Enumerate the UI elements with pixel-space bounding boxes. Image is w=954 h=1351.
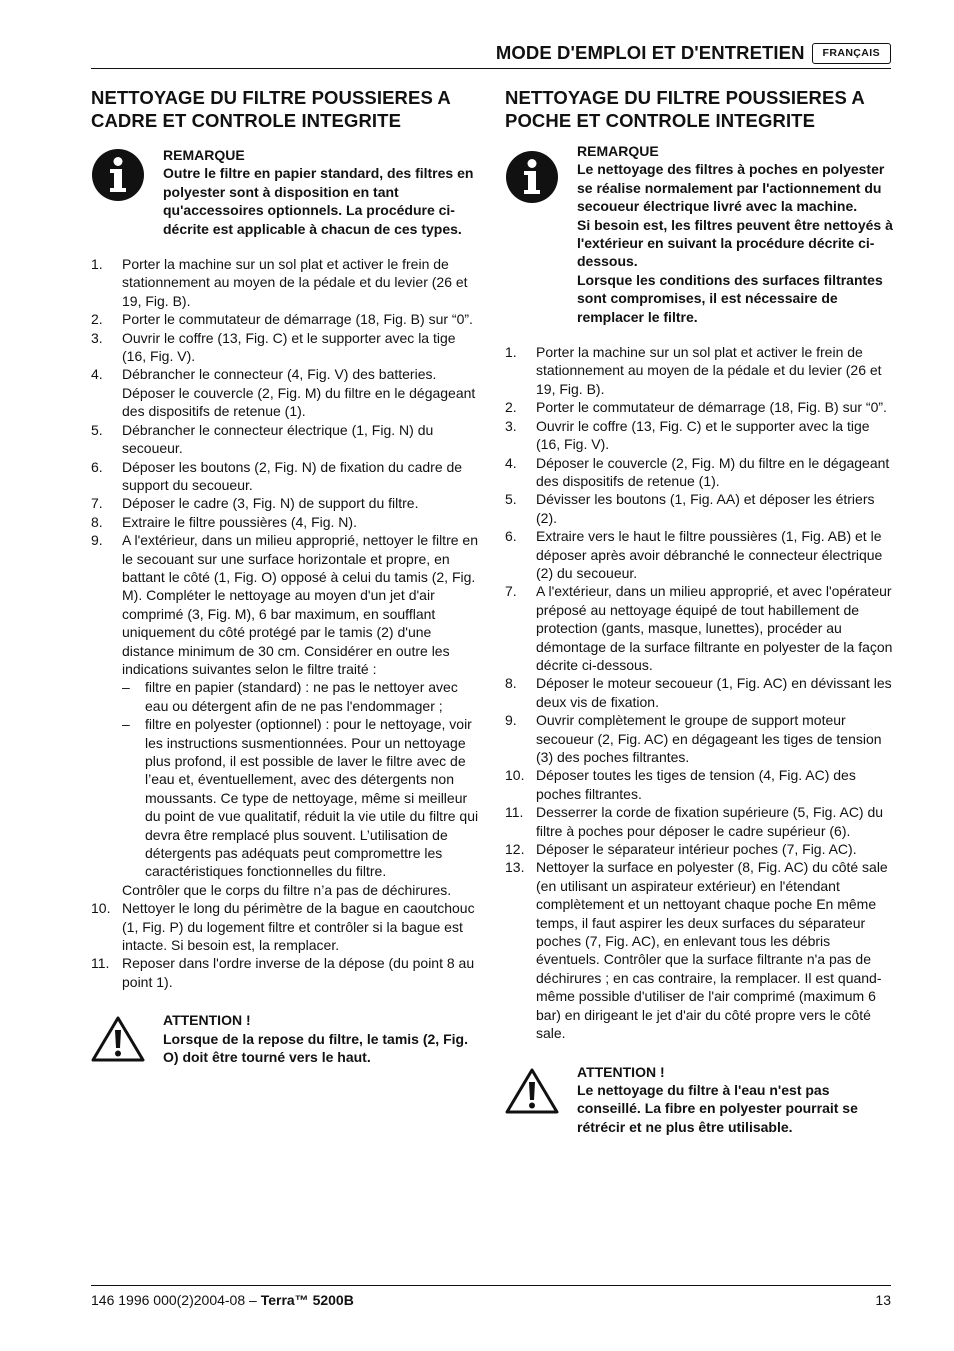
list-item: 5. Débrancher le connecteur électrique (1, Fig. N) du secoueur. <box>91 421 434 457</box>
warning-text: Lorsque de la repose du filtre, le tamis (2, Fig. O) doit être tourné vers le haut. <box>163 1030 468 1066</box>
warning-icon <box>505 1067 559 1115</box>
list-item: 10. Nettoyer le long du périmètre de la bague en caoutchouc (1, Fig. P) du logement filtre et contrôler si la bague est intacte. Si besoin est, la remplacer. <box>91 900 475 954</box>
list-item: 4. Déposer le couvercle (2, Fig. M) du filtre en le dégageant des dispositifs de retenue (1). <box>505 454 890 489</box>
header-rule <box>91 68 891 69</box>
right-column <box>505 86 893 1153</box>
note-text: Si besoin est, les filtres peuvent être nettoyés à l'extérieur en suivant la procédure décrite ci-dessous. <box>577 216 893 270</box>
list-item: 11. Reposer dans l'ordre inverse de la dépose (du point 8 au point 1). <box>91 955 475 990</box>
list-item: – filtre en polyester (optionnel) : pour le nettoyage, voir les instructions susmentionnées. Pour un nettoyage plus profond, il est possible de laver le filtre avec de l’eau et, éventuellement, avec des détergents non moussants. Ce type de nettoyage, même si meilleur du point de vue qualitatif, réduit la vie utile du filtre qui devra être remplacé plus souvent. L’utilisation de détergents pas adéquats peut compromettre les caractéristiques fonctionnelles du filtre. <box>122 716 479 880</box>
info-icon <box>505 150 559 204</box>
list-item: 12. Déposer le séparateur intérieur poches (7, Fig. AC). <box>505 841 857 858</box>
left-warning <box>91 1011 479 1066</box>
list-item: 4. Débrancher le connecteur (4, Fig. V) des batteries. Déposer le couvercle (2, Fig. M) du filtre en le dégageant des dispositifs de retenue (1). <box>91 366 476 420</box>
filter-type-list <box>122 678 479 880</box>
right-section-title: NETTOYAGE DU FILTRE POUSSIERES A POCHE ET CONTROLE INTEGRITE <box>505 87 865 131</box>
list-item: 13. Nettoyer la surface en polyester (8, Fig. AC) du côté sale (en utilisant un aspirateur extérieur) en l'étendant complètement et un nettoyant chaque poche En même temps, il faut aspirer les deux surfaces du séparateur poches (7, Fig. AC), en enlevant tous les débris éventuels. Contrôler que la surface filtrante n'a pas de déchirures ; en cas contraire, la remplacer. Il est quand-même possible d'utiliser de l'air comprimé (maximum 6 bar) en dirigeant le jet d'air du côté propre vers le côté sale. <box>505 859 888 1042</box>
list-item: 7. Déposer le cadre (3, Fig. N) de support du filtre. <box>91 495 419 512</box>
list-item: 10. Déposer toutes les tiges de tension (4, Fig. AC) des poches filtrantes. <box>505 767 856 802</box>
list-item: 8. Extraire le filtre poussières (4, Fig. N). <box>91 513 357 530</box>
note-text: Outre le filtre en papier standard, des filtres en polyester sont à disposition en tant qu'accessoires optionnels. La procédure ci-décrite est applicable à chacun de ces types. <box>163 165 474 237</box>
list-item: 11. Desserrer la corde de fixation supérieure (5, Fig. AC) du filtre à poches pour déposer le cadre supérieur (6). <box>505 804 884 839</box>
list-item: 3. Ouvrir le coffre (13, Fig. C) et le supporter avec la tige (16, Fig. V). <box>91 329 456 365</box>
page-footer <box>91 1292 891 1308</box>
list-item: 7. A l'extérieur, dans un milieu approprié, et avec l'opérateur préposé au nettoyage équipé de tout habillement de protection (gants, masque, lunettes), procéder au démontage de la surface filtrante en polyester de la façon décrite ci-dessous. <box>505 583 893 673</box>
header-title: MODE D'EMPLOI ET D'ENTRETIEN <box>495 42 805 63</box>
list-item: 9. A l'extérieur, dans un milieu approprié, nettoyer le filtre en le secouant sur une surface horizontale et propre, en battant le côté (1, Fig. O) opposé à celui du tamis (2, Fig. M). Compléter le nettoyage au moyen d'un jet d'air comprimé (3, Fig. M), 6 bar maximum, en soufflant uniquement du côté protégé par le tamis (2) d'une distance minimum de 30 cm. Considérer en outre les indications suivantes selon le filtre traité : – filtre en papier (standard) : ne pas le nettoyer avec eau ou détergent afin de ne pas l'endommager ; – filtre en polyester (optionnel) : pour le nettoyage, voir les instructions susmentionnées. Pour un nettoyage plus profond, il est possible de laver le filtre avec de l’eau et, éventuellement, avec des détergents non moussants. Ce type de nettoyage, même si meilleur du point de vue qualitatif, réduit la vie utile du filtre qui devra être remplacé plus souvent. L’utilisation de détergents pas adéquats peut compromettre les caractéristiques fonctionnelles du filtre. Contrôler que le corps du filtre n’a pas de déchirures. <box>91 532 479 898</box>
note-text: Lorsque les conditions des surfaces filtrantes sont compromises, il est nécessaire de remplacer le filtre. <box>577 271 883 325</box>
list-item: 5. Dévisser les boutons (1, Fig. AA) et déposer les étriers (2). <box>505 491 875 526</box>
footer-rule <box>91 1285 891 1286</box>
note-text: Le nettoyage des filtres à poches en polyester se réalise normalement par l'actionnement du secoueur électrique livré avec la machine. <box>577 161 885 215</box>
left-steps <box>91 255 479 991</box>
left-note <box>91 146 479 238</box>
list-item: 2. Porter le commutateur de démarrage (18, Fig. B) sur “0”. <box>505 399 887 416</box>
list-item: 9. Ouvrir complètement le groupe de support moteur secoueur (2, Fig. AC) en dégageant les tiges de tension (3) des poches filtrantes. <box>505 712 882 765</box>
info-icon <box>91 148 145 202</box>
language-badge: FRANÇAIS <box>812 43 891 64</box>
list-item: 1. Porter la machine sur un sol plat et activer le frein de stationnement au moyen de la pédale et du levier (26 et 19, Fig. B). <box>505 344 882 397</box>
list-item: 2. Porter le commutateur de démarrage (18, Fig. B) sur “0”. <box>91 311 473 328</box>
product-name: Terra™ 5200B <box>260 1292 354 1308</box>
list-item: 3. Ouvrir le coffre (13, Fig. C) et le supporter avec la tige (16, Fig. V). <box>505 417 870 453</box>
note-label: REMARQUE <box>577 143 659 159</box>
list-item: 1. Porter la machine sur un sol plat et activer le frein de stationnement au moyen de la pédale et du levier (26 et 19, Fig. B). <box>91 256 468 309</box>
right-warning <box>505 1063 893 1137</box>
list-item: 6. Extraire vers le haut le filtre poussières (1, Fig. AB) et le déposer après avoir débranché le connecteur électrique (2) du secoueur. <box>505 528 883 581</box>
warning-label: ATTENTION ! <box>163 1012 251 1029</box>
list-item: 8. Déposer le moteur secoueur (1, Fig. AC) en dévissant les deux vis de fixation. <box>505 675 892 710</box>
warning-icon <box>91 1015 145 1063</box>
list-item: 6. Déposer les boutons (2, Fig. N) de fixation du cadre de support du secoueur. <box>91 458 463 493</box>
right-steps <box>505 343 893 1042</box>
left-section-title: NETTOYAGE DU FILTRE POUSSIERES A CADRE ET CONTROLE INTEGRITE <box>91 87 451 131</box>
warning-label: ATTENTION ! <box>577 1063 665 1080</box>
warning-text: Le nettoyage du filtre à l'eau n'est pas conseillé. La fibre en polyester pourrait se rétrécir et ne plus être utilisable. <box>577 1081 858 1135</box>
page-header <box>91 40 891 66</box>
document-code: 146 1996 000(2)2004-08 – <box>91 1292 261 1308</box>
note-label: REMARQUE <box>163 147 245 163</box>
left-column <box>91 86 479 1084</box>
right-note <box>505 142 893 326</box>
page-number: 13 <box>875 1292 891 1308</box>
list-item: – filtre en papier (standard) : ne pas le nettoyer avec eau ou détergent afin de ne pas l'endommager ; <box>122 679 458 714</box>
